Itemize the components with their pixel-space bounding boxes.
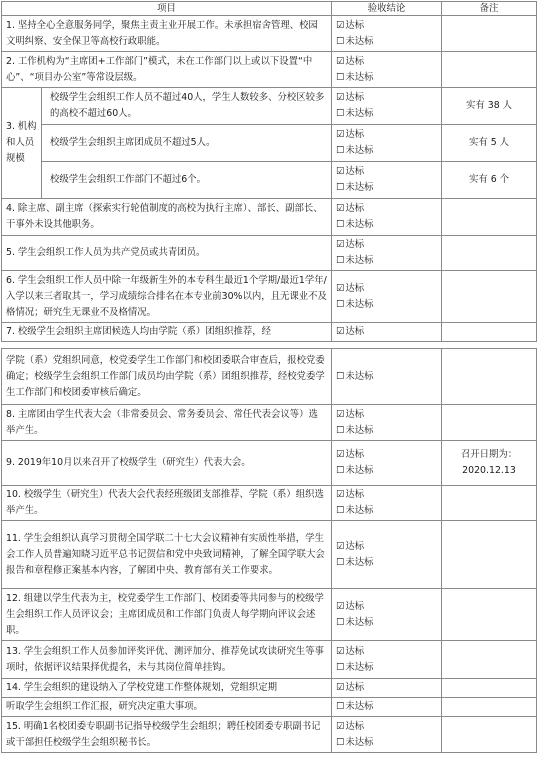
item-14-part1: 14. 学生会组织的建设纳入了学校党建工作整体规划，党组织定期 bbox=[2, 679, 332, 698]
note-14 bbox=[442, 679, 537, 698]
item-3-2: 校级学生会组织主席团成员不超过5人。 bbox=[42, 125, 332, 162]
item-7-part1: 7. 校级学生会组织主席团候选人均由学院（系）团组织推荐，经 bbox=[2, 323, 332, 342]
result-14[interactable]: ☑达标 bbox=[332, 679, 442, 698]
result-12[interactable]: ☑达标 ☐未达标 bbox=[332, 589, 442, 641]
result-7b[interactable]: ☐未达标 bbox=[332, 349, 442, 405]
result-3-2[interactable]: ☑达标 ☐未达标 bbox=[332, 125, 442, 162]
result-15[interactable]: ☑达标 ☐未达标 bbox=[332, 717, 442, 753]
note-14b bbox=[442, 698, 537, 717]
result-2[interactable]: ☑达标 ☐未达标 bbox=[332, 52, 442, 88]
note-3-1: 实有 38 人 bbox=[442, 88, 537, 125]
result-11[interactable]: ☑达标 ☐未达标 bbox=[332, 521, 442, 589]
result-8[interactable]: ☑达标 ☐未达标 bbox=[332, 405, 442, 441]
note-9: 召开日期为：2020.12.13 bbox=[442, 441, 537, 486]
note-5 bbox=[442, 236, 537, 271]
result-9[interactable]: ☑达标 ☐未达标 bbox=[332, 441, 442, 486]
item-11: 11. 学生会组织认真学习贯彻全国学联二十七大会议精神有实质性举措，学生会工作人员普遍知晓习近平总书记贺信和党中央致词精神，了解全国学联大会报告和章程修正案基本内容，了解团中央、教育部有关工作要求。 bbox=[2, 521, 332, 589]
result-3-3[interactable]: ☑达标 ☐未达标 bbox=[332, 162, 442, 199]
item-12: 12. 组建以学生代表为主，校党委学生工作部门、校团委等共同参与的校级学生会组织工作人员评议会；主席团成员和工作部门负责人每学期向评议会述职。 bbox=[2, 589, 332, 641]
note-8 bbox=[442, 405, 537, 441]
result-6[interactable]: ☑达标 ☐未达标 bbox=[332, 271, 442, 323]
note-11 bbox=[442, 521, 537, 589]
note-10 bbox=[442, 486, 537, 521]
result-5[interactable]: ☑达标 ☐未达标 bbox=[332, 236, 442, 271]
item-1: 1. 坚持全心全意服务同学，聚焦主责主业开展工作。未承担宿舍管理、校园文明纠察、安全保卫等高校行政职能。 bbox=[2, 16, 332, 52]
note-7 bbox=[442, 323, 537, 342]
result-7[interactable]: ☑达标 bbox=[332, 323, 442, 342]
result-14b[interactable]: ☐未达标 bbox=[332, 698, 442, 717]
item-10: 10. 校级学生（研究生）代表大会代表经班级团支部推荐、学院（系）组织选举产生。 bbox=[2, 486, 332, 521]
item-13: 13. 学生会组织工作人员参加评奖评优、测评加分、推荐免试攻读研究生等事项时，依据评议结果择优提名，未与其岗位简单挂钩。 bbox=[2, 641, 332, 679]
header-item: 项目 bbox=[2, 2, 332, 16]
header-note: 备注 bbox=[442, 2, 537, 16]
item-3-group: 3. 机构和人员规模 bbox=[2, 88, 42, 199]
note-3-2: 实有 5 人 bbox=[442, 125, 537, 162]
note-1 bbox=[442, 16, 537, 52]
item-15: 15. 明确1名校团委专职副书记指导校级学生会组织；聘任校团委专职副书记或干部担任校级学生会组织秘书长。 bbox=[2, 717, 332, 753]
note-3-3: 实有 6 个 bbox=[442, 162, 537, 199]
item-2: 2. 工作机构为“主席团+工作部门”模式，未在工作部门以上或以下设置“中心”、“项目办公室”等常设层级。 bbox=[2, 52, 332, 88]
item-6: 6. 学生会组织工作人员中除一年级新生外的本专科生最近1个学期/最近1学年/入学以来三者取其一，学习成绩综合排名在本专业前30%以内，且无课业不及格情况；研究生无课业不及格情况。 bbox=[2, 271, 332, 323]
note-6 bbox=[442, 271, 537, 323]
result-3-1[interactable]: ☑达标 ☐未达标 bbox=[332, 88, 442, 125]
item-14-part2: 听取学生会组织工作汇报，研究决定重大事项。 bbox=[2, 698, 332, 717]
note-2 bbox=[442, 52, 537, 88]
item-3-3: 校级学生会组织工作部门不超过6个。 bbox=[42, 162, 332, 199]
note-13 bbox=[442, 641, 537, 679]
item-8: 8. 主席团由学生代表大会（非常委员会、常务委员会、常任代表会议等）选举产生。 bbox=[2, 405, 332, 441]
checklist-table-bottom bbox=[1, 348, 537, 753]
item-5: 5. 学生会组织工作人员为共产党员或共青团员。 bbox=[2, 236, 332, 271]
item-7-part2: 学院（系）党组织同意，校党委学生工作部门和校团委联合审查后，报校党委确定；校级学生会组织工作部门成员均由学院（系）团组织推荐，经校党委学生工作部门和校团委审核后确定。 bbox=[2, 349, 332, 405]
checklist-table-top bbox=[1, 1, 537, 342]
note-12 bbox=[442, 589, 537, 641]
result-13[interactable]: ☑达标 ☐未达标 bbox=[332, 641, 442, 679]
item-9: 9. 2019年10月以来召开了校级学生（研究生）代表大会。 bbox=[2, 441, 332, 486]
note-15 bbox=[442, 717, 537, 753]
header-result: 验收结论 bbox=[332, 2, 442, 16]
result-10[interactable]: ☑达标 ☐未达标 bbox=[332, 486, 442, 521]
item-3-1: 校级学生会组织工作人员不超过40人，学生人数较多、分校区较多的高校不超过60人。 bbox=[42, 88, 332, 125]
note-4 bbox=[442, 199, 537, 236]
result-1[interactable]: ☑达标 ☐未达标 bbox=[332, 16, 442, 52]
result-4[interactable]: ☑达标 ☐未达标 bbox=[332, 199, 442, 236]
note-7b bbox=[442, 349, 537, 405]
item-4: 4. 除主席、副主席（探索实行轮值制度的高校为执行主席）、部长、副部长、干事外未设其他职务。 bbox=[2, 199, 332, 236]
